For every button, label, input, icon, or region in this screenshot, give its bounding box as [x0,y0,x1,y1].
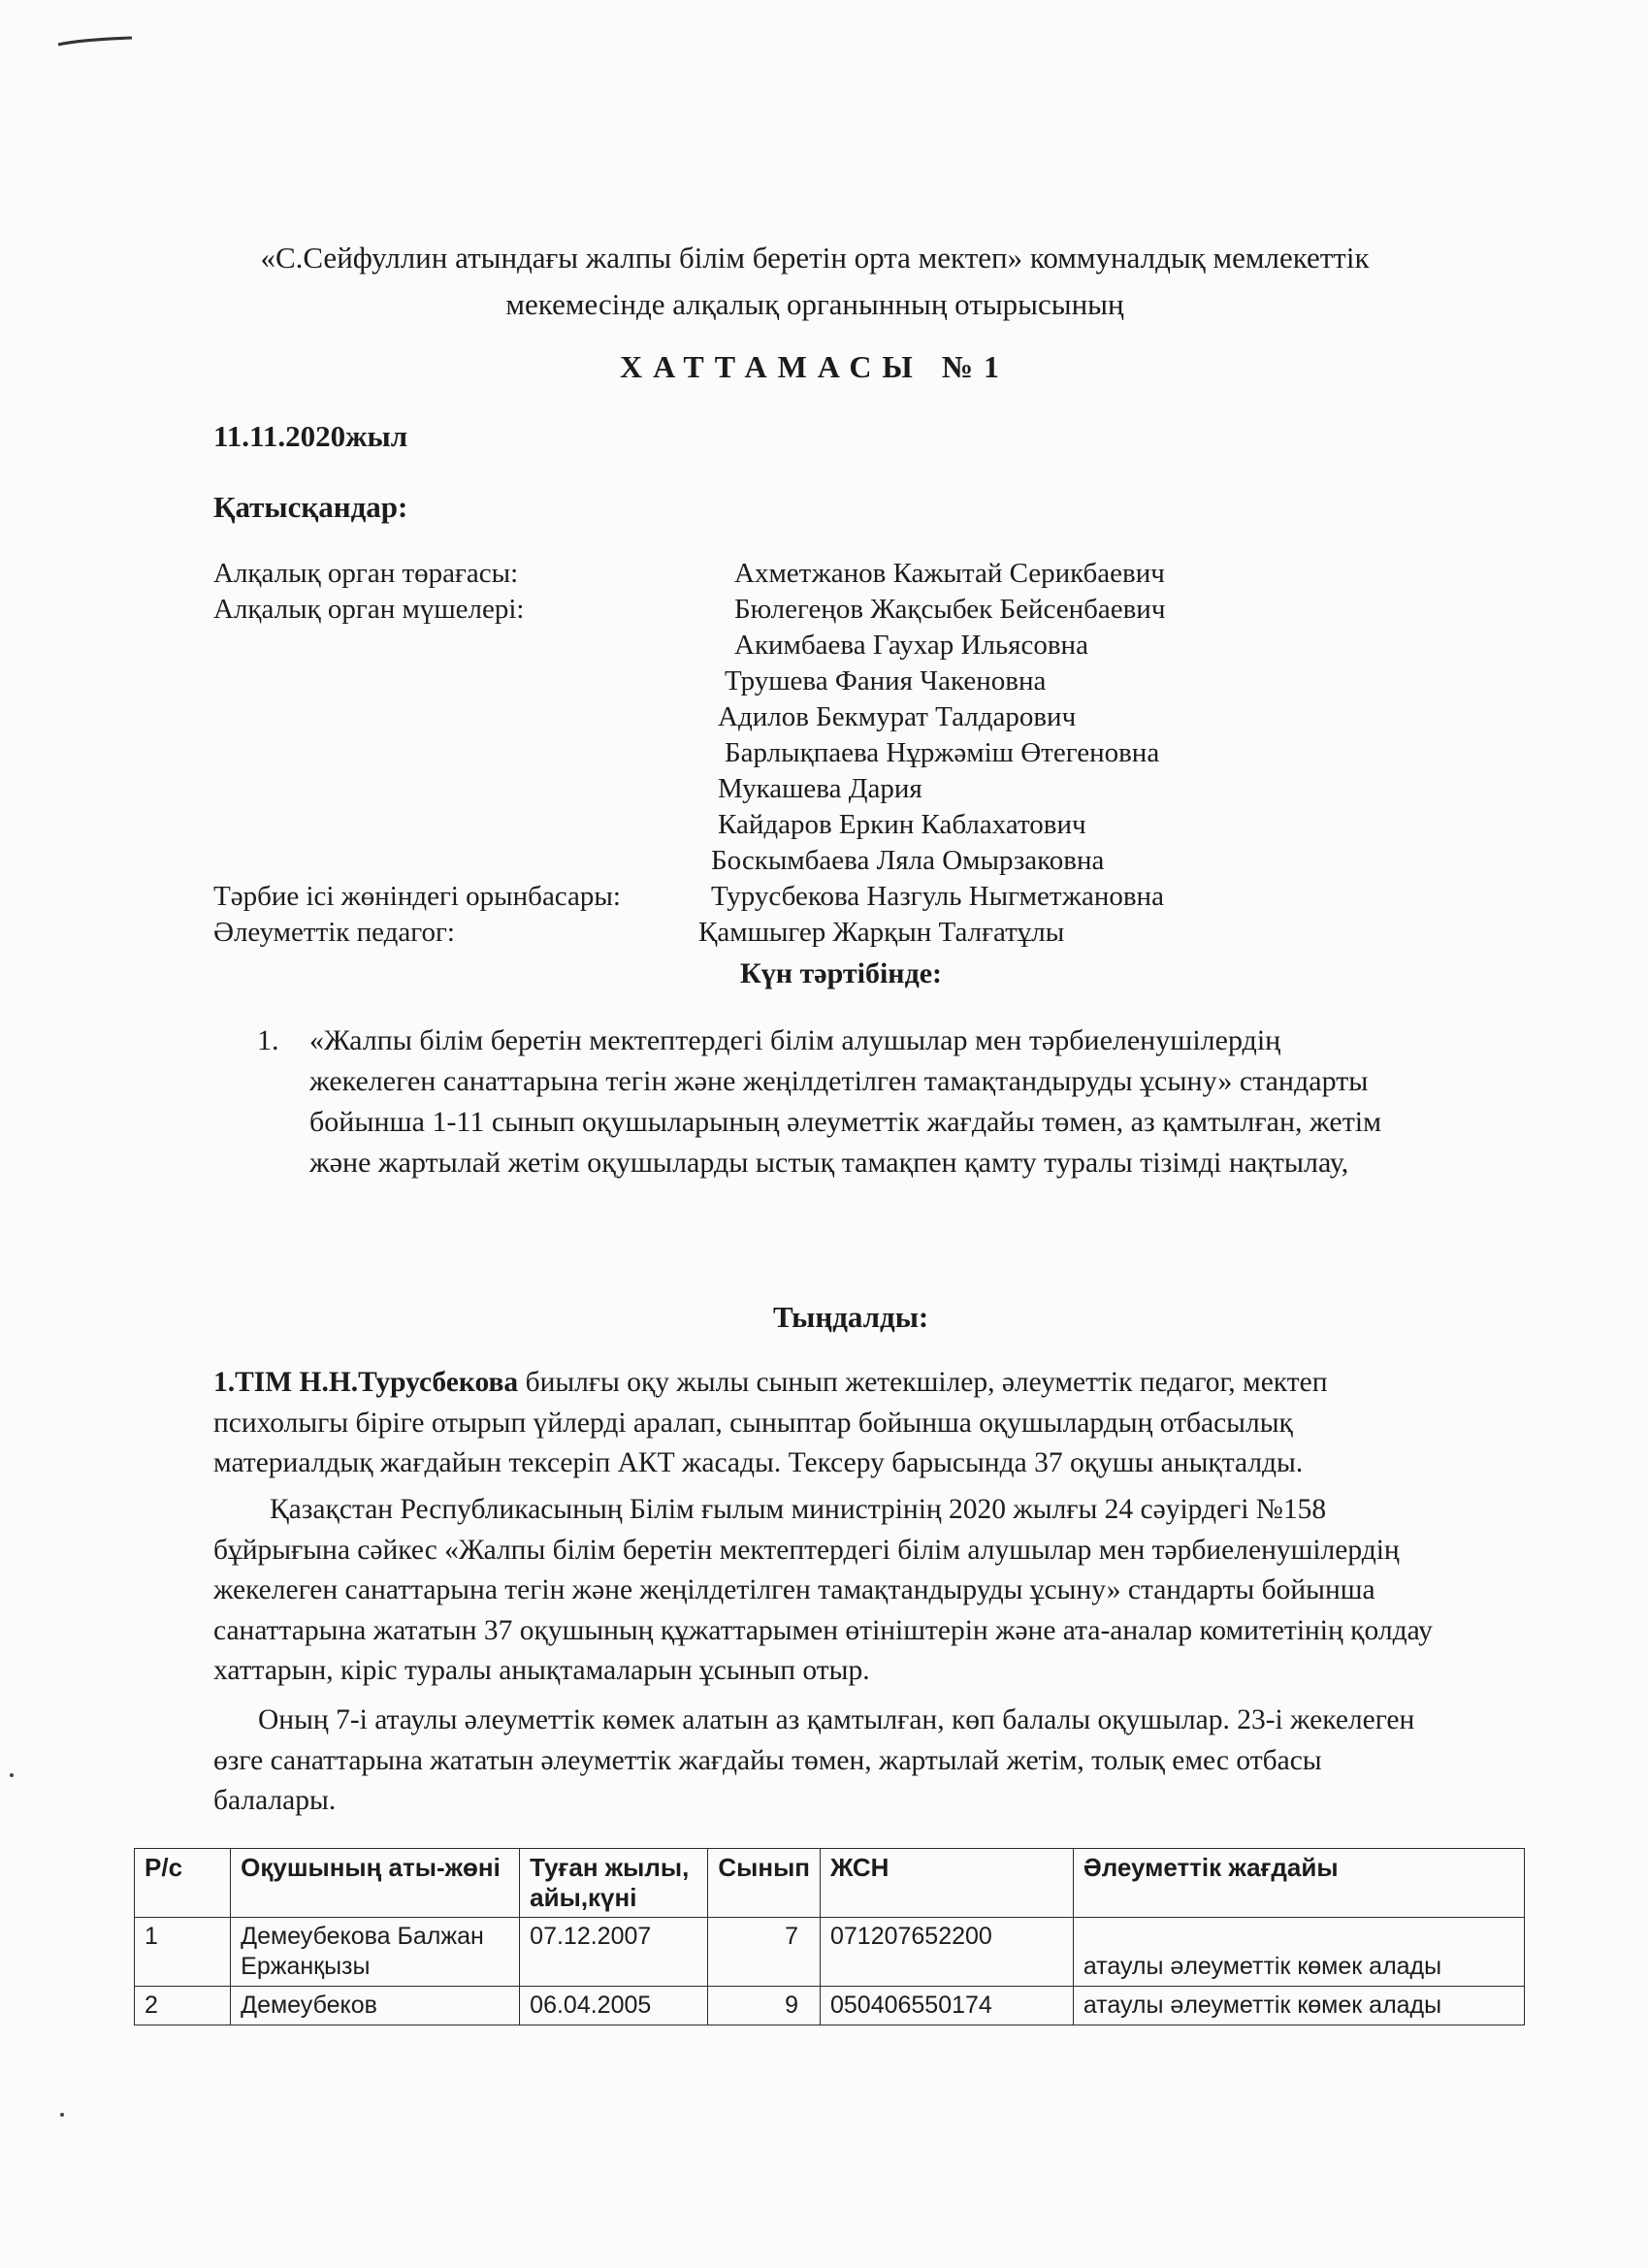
agenda-item [257,1021,1402,1183]
header-line-1: «С.Сейфуллин атындағы жалпы білім беретін орта мектеп» коммуналдық мемлекеттік [260,241,1370,275]
table-cell: 06.04.2005 [520,1987,708,2025]
participant-role: Тәрбие ісі жөніндегі орынбасары: [213,881,621,912]
participants-heading: Қатысқандар: [213,490,408,524]
listened-paragraph-2: Қазақстан Республикасының Білім ғылым министрінің 2020 жылғы 24 сәуірдегі №158 бұйрығына сәйкес «Жалпы білім беретін мектептердегі білім алушылар мен тәрбиеленушілердің жекелеген санаттарына тегін және жеңілдетілген тамақтандыруды ұсыну» стандарты бойынша санаттарына жататын 37 оқушының құжаттарымен өтініштерін және ата-аналар комитетінің қолдау хаттарын, кіріс туралы анықтамаларын ұсынып отыр. [213,1494,1433,1686]
column-header: Туған жылы, айы,күні [520,1849,708,1918]
scan-speck [10,1773,14,1777]
table-row [135,1987,1525,2025]
participant-role: Әлеуметтік педагог: [213,917,455,948]
column-header: Әлеуметтік жағдайы [1073,1849,1524,1918]
table-cell: 07.12.2007 [520,1918,708,1987]
agenda-item-text: «Жалпы білім беретін мектептердегі білім алушылар мен тәрбиеленушілердің жекелеген санаттарына тегін және жеңілдетілген тамақтандыруды ұсыну» стандарты бойынша 1-11 сынып оқушыларының әлеуметтік жағдайы төмен, аз қамтылған, жетім және жартылай жетім оқушыларды ыстық тамақпен қамту туралы тізімді нақтылау, [309,1024,1382,1179]
table-cell: Демеубеков [231,1987,520,2025]
participant-name: Бюлегеңов Жақсыбек Бейсенбаевич [734,594,1166,625]
participant-role: Алқалық орган төрағасы: [213,558,519,589]
participant-name: Адилов Бекмурат Талдарович [718,701,1077,732]
document-date: 11.11.2020жыл [213,419,408,453]
document-header [194,235,1436,328]
scan-speck [60,2113,64,2117]
table-cell: 071207652200 [820,1918,1073,1987]
paragraph-text: биылғы оқу жылы сынып жетекшілер, әлеуметтік педагог, мектеп психолыгы біріге отырып үйлерді аралап, сыныптар бойынша оқушылардың отбасылық материалдық жағдайын тексеріп АКТ жасады. Тексеру барысында 37 оқушы анықталды. [213,1367,1328,1478]
table-cell: Демеубекова Балжан Ержанқызы [231,1918,520,1987]
header-line-2: мекемесінде алқалық органынның отырысының [505,287,1124,321]
column-header: ЖСН [820,1849,1073,1918]
participant-role: Алқалық орган мүшелері: [213,594,525,625]
column-header: Оқушының аты-жөні [231,1849,520,1918]
participant-name: Кайдаров Еркин Каблахатович [718,809,1086,840]
speaker-name: 1.ТІМ Н.Н.Турусбекова [213,1367,519,1398]
listened-paragraph-3: Оның 7-і атаулы әлеуметтік көмек алатын аз қамтылған, көп балалы оқушылар. 23-і жекелеген өзге санаттарына жататын әлеуметтік жағдайы төмен, жартылай жетім, толық емес отбасы балалары. [213,1704,1415,1816]
table-cell: 050406550174 [820,1987,1073,2025]
table-cell: 9 [708,1987,821,2025]
table-row [135,1918,1525,1987]
table-cell: 7 [708,1918,821,1987]
students-table [134,1848,1525,2025]
listened-paragraph-1 [213,1363,1447,1484]
table-header-row [135,1849,1525,1918]
column-header: Р/с [135,1849,231,1918]
document-title: ХАТТАМАСЫ №1 [619,349,1010,384]
participant-name: Ахметжанов Кажытай Серикбаевич [734,558,1165,589]
participant-name: Қамшыгер Жарқын Талғатұлы [698,917,1065,948]
participant-name: Турусбекова Назгуль Ныгметжановна [711,881,1164,912]
agenda-heading: Күн тәртібінде: [740,957,943,989]
participant-name: Боскымбаева Ляла Омырзаковна [711,845,1105,876]
participant-name: Мукашева Дария [718,773,922,804]
pen-stroke-mark [56,35,134,49]
agenda-item-number: 1. [257,1024,279,1056]
table-cell: атаулы әлеуметтік көмек алады [1073,1918,1524,1987]
table-cell: 1 [135,1918,231,1987]
table-cell: атаулы әлеуметтік көмек алады [1073,1987,1524,2025]
column-header: Сынып [708,1849,821,1918]
participant-name: Барлықпаева Нұржәміш Өтегеновна [725,737,1160,768]
participant-name: Акимбаева Гаухар Ильясовна [734,630,1088,661]
participant-name: Трушева Фания Чакеновна [725,665,1047,697]
table-cell: 2 [135,1987,231,2025]
listened-heading: Тыңдалды: [773,1300,929,1334]
